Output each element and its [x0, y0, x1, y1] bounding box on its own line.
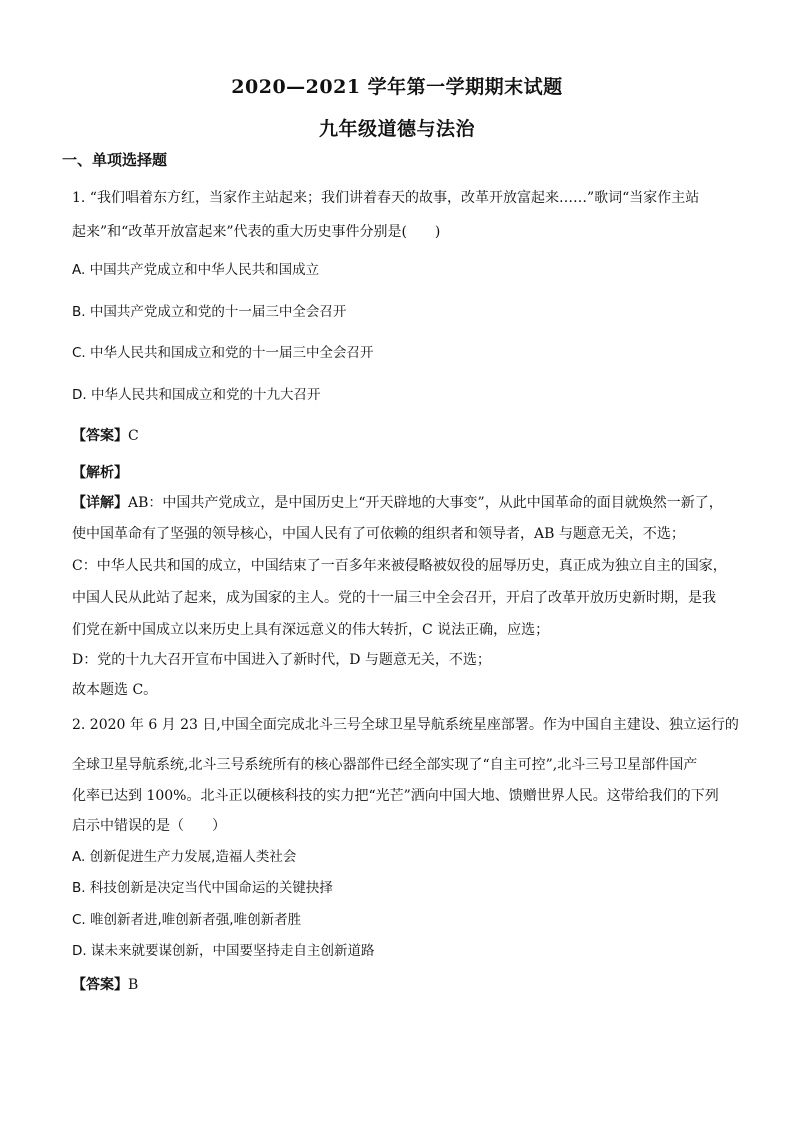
q1-detail-line-6: D：党的十九大召开宣布中国进入了新时代，D 与题意无关，不选； — [72, 652, 491, 668]
q1-detail-line-7: 故本题选 C。 — [72, 682, 158, 698]
q2-stem-line-4: 启示中错误的是（ ） — [72, 818, 226, 834]
section-heading: 一、单项选择题 — [62, 151, 168, 169]
q2-answer — [72, 975, 722, 995]
q2-option-c: C. 唯创新者进,唯创新者强,唯创新者胜 — [72, 912, 302, 928]
answer-value: C — [128, 428, 139, 444]
q2-stem-line-1: 2. 2020 年 6 月 23 日,中国全面完成北斗三号全球卫星导航系统星座部署。作为中国自主建设、独立运行的 — [72, 717, 739, 733]
analysis-tag: 【解析】 — [72, 465, 128, 481]
detail-text: AB：中国共产党成立，是中国历史上“开天辟地的大事变”，从此中国革命的面目就焕然一新了， — [128, 495, 723, 511]
q1-detail-line-5: 们党在新中国成立以来历史上具有深远意义的伟大转折，C 说法正确，应选； — [72, 622, 550, 638]
answer-tag: 【答案】 — [72, 977, 128, 993]
q1-analysis-heading — [72, 463, 722, 483]
q2-stem-line-3: 化率已达到 100%。北斗正以硬核科技的实力把“光芒”洒向中国大地、馈赠世界人民。这带给我们的下列 — [72, 788, 719, 804]
q1-detail-line-3: C：中华人民共和国的成立，中国结束了一百多年来被侵略被奴役的屈辱历史，真正成为独立自主的国家， — [72, 558, 727, 574]
q1-answer — [72, 426, 722, 446]
q1-option-a: A. 中国共产党成立和中华人民共和国成立 — [72, 262, 320, 278]
answer-tag: 【答案】 — [72, 428, 128, 444]
detail-tag: 【详解】 — [72, 495, 128, 511]
q1-stem-line-2: 起来”和“改革开放富起来”代表的重大历史事件分别是( ) — [72, 224, 441, 240]
q1-option-d: D. 中华人民共和国成立和党的十九大召开 — [72, 387, 321, 403]
q1-detail-line-4: 中国人民从此站了起来，成为国家的主人。党的十一届三中全会召开，开启了改革开放历史新时期，是我 — [72, 590, 716, 606]
q2-option-a: A. 创新促进生产力发展,造福人类社会 — [72, 849, 297, 865]
q1-detail-line-1 — [72, 493, 722, 513]
q1-stem-line-1: 1. “我们唱着东方红，当家作主站起来；我们讲着春天的故事，改革开放富起来……”歌词“当家作主站 — [72, 190, 700, 206]
exam-title: 2020—2021 学年第一学期期末试题 — [231, 76, 563, 98]
q1-option-c: C. 中华人民共和国成立和党的十一届三中全会召开 — [72, 345, 374, 361]
q1-detail-line-2: 使中国革命有了坚强的领导核心，中国人民有了可依赖的组织者和领导者，AB 与题意无关，不选； — [72, 526, 685, 542]
q2-option-b: B. 科技创新是决定当代中国命运的关键抉择 — [72, 880, 333, 896]
exam-subtitle: 九年级道德与法治 — [318, 118, 475, 140]
q1-option-b: B. 中国共产党成立和党的十一届三中全会召开 — [72, 304, 347, 320]
q2-stem-line-2: 全球卫星导航系统,北斗三号系统所有的核心器部件已经全部实现了“自主可控”,北斗三号卫星部件国产 — [72, 757, 698, 773]
q2-option-d: D. 谋未来就要谋创新，中国要坚持走自主创新道路 — [72, 943, 375, 959]
answer-value: B — [128, 977, 139, 993]
